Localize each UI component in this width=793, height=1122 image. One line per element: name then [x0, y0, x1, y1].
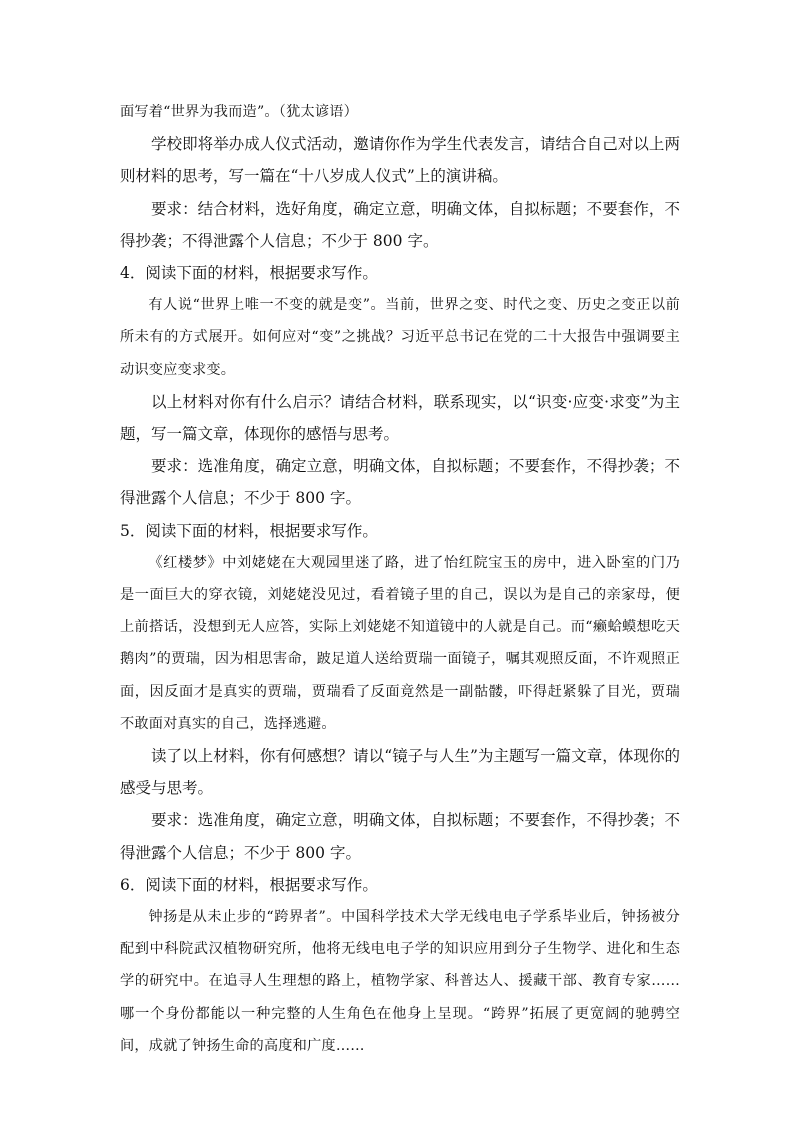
item5-requirement: 要求：选准角度，确定立意，明确文体，自拟标题；不要套作，不得抄袭；不得泄露个人信息；不少于 800 字。	[120, 811, 680, 862]
item4-heading: 4．阅读下面的材料，根据要求写作。	[120, 264, 378, 283]
item3-material-tail: 面写着“世界为我而造”。（犹太谚语）	[120, 104, 359, 120]
item4-requirement: 要求：选准角度，确定立意，明确文体，自拟标题；不要套作，不得抄袭；不得泄露个人信息；不少于 800 字。	[120, 457, 680, 508]
item4-prompt: 以上材料对你有什么启示？请结合材料，联系现实，以“识变·应变·求变”为主题，写一篇文章，体现你的感悟与思考。	[120, 392, 680, 444]
item6-material: 钟扬是从未止步的“跨界者”。中国科学技术大学无线电电子学系毕业后，钟扬被分配到中科院武汉植物研究所，他将无线电电子学的知识应用到分子生物学、进化和生态学的研究中。在追寻人生理想的路上，植物学家、科普达人、援藏干部、教育专家……哪一个身份都能以一种完整的人生角色在他身上呈现。“跨界”拓展了更宽阔的驰骋空间，成就了钟扬生命的高度和广度……	[120, 909, 680, 1054]
item5-material: 《红楼梦》中刘姥姥在大观园里迷了路，进了怡红院宝玉的房中，进入卧室的门乃是一面巨大的穿衣镜，刘姥姥没见过，看着镜子里的自己，误以为是自己的亲家母，便上前搭话，没想到无人应答，实际上刘姥姥不知道镜中的人就是自己。而“癞蛤蟆想吃天鹅肉”的贾瑞，因为相思害命，跛足道人送给贾瑞一面镜子，嘱其观照反面，不许观照正面，因反面才是真实的贾瑞，贾瑞看了反面竟然是一副骷髅，吓得赶紧躲了目光，贾瑞不敢面对真实的自己，选择逃避。	[120, 554, 680, 732]
item3-prompt: 学校即将举办成人仪式活动，邀请你作为学生代表发言，请结合自己对以上两则材料的思考，写一篇在“十八岁成人仪式”上的演讲稿。	[120, 135, 680, 186]
item3-requirement: 要求：结合材料，选好角度，确定立意，明确文体，自拟标题；不要套作，不得抄袭；不得泄露个人信息；不少于 800 字。	[120, 199, 680, 250]
item5-heading: 5．阅读下面的材料，根据要求写作。	[120, 521, 378, 540]
item6-heading: 6．阅读下面的材料，根据要求写作。	[120, 875, 378, 894]
item5-prompt: 读了以上材料，你有何感想？请以“镜子与人生”为主题写一篇文章，体现你的感受与思考。	[120, 747, 680, 798]
item4-material: 有人说“世界上唯一不变的就是变”。当前，世界之变、时代之变、历史之变正以前所未有的方式展开。如何应对“变”之挑战？习近平总书记在党的二十大报告中强调要主动识变应变求变。	[120, 297, 680, 378]
page-content	[120, 96, 680, 1062]
